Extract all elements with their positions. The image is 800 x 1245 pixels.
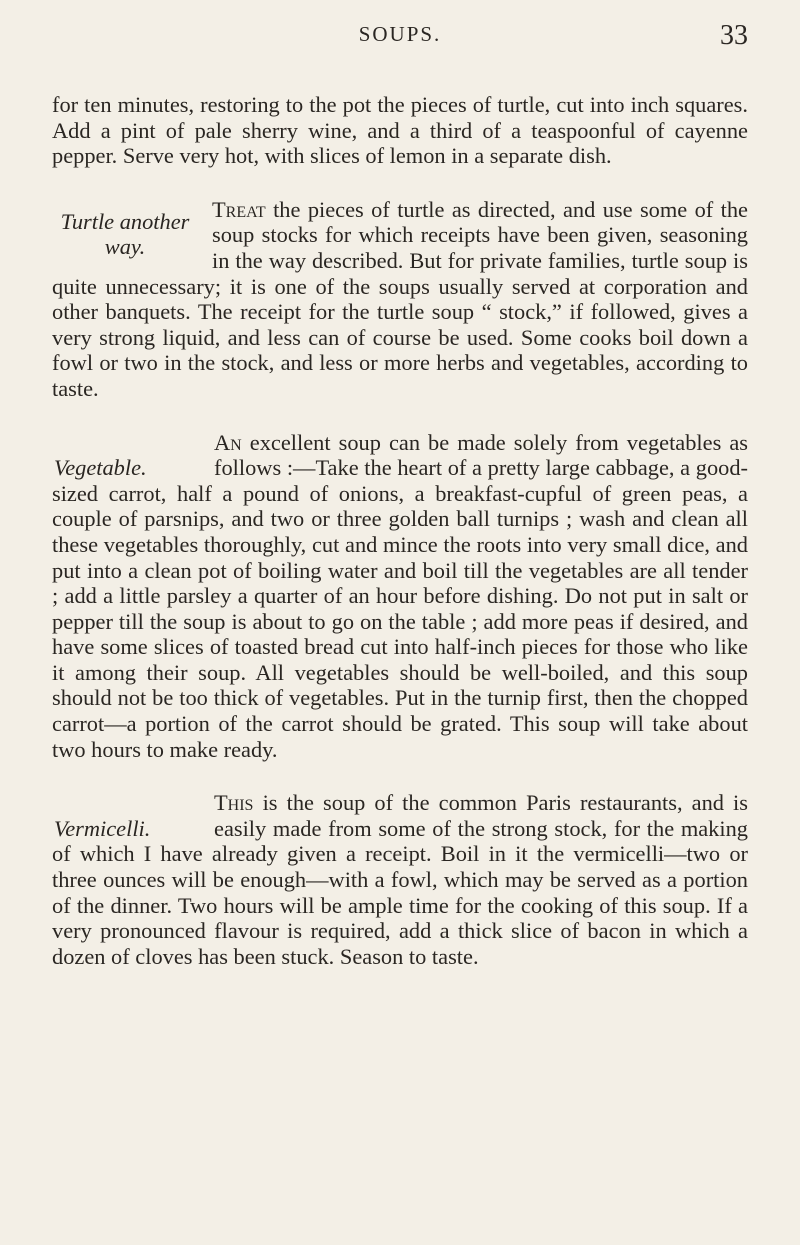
page-header [52, 22, 748, 62]
section-turtle-another-way [52, 197, 748, 402]
first-word: An [214, 429, 242, 455]
page-number: 33 [720, 20, 748, 51]
paragraph-body: the pieces of turtle as directed, and use some of the soup stocks for which receipts have been given, seasoning in the way described. But for private families, turtle soup is quite unnecessary; it is one of the soups usually served at corporation and other banquets. The receipt for the turtle soup “ stock,” if followed, gives a very strong liquid, and less can of course be used. Some cooks boil down a fowl or two in the stock, and less or more herbs and vegetables, according to taste. [52, 196, 748, 401]
side-note-vermicelli: Vermicelli. [54, 815, 151, 841]
side-note-turtle: Turtle another way. [60, 208, 190, 260]
running-title: SOUPS. [358, 22, 442, 46]
opening-paragraph: for ten minutes, restoring to the pot the pieces of turtle, cut into inch squares. Add a pint of pale sherry wine, and a third of a teaspoonful of cayenne pepper. Serve very hot, with slices of lemon in a separate dish. [52, 92, 748, 169]
body-text [52, 92, 748, 969]
side-note-vegetable: Vegetable. [54, 455, 147, 481]
paragraph-body: excellent soup can be made solely from vegetables as follows :—Take the heart of a pretty large cabbage, a good-sized carrot, half a pound of onions, a breakfast-cupful of green peas, a couple of parsnips, and two or three golden ball turnips ; wash and clean all these vegetables thoroughly, cut and mince the roots into very small dice, and put into a clean pot of boiling water and boil till the vegetables are all tender ; add a little parsley a quarter of an hour before dishing. Do not put in salt or pepper till the soup is about to go on the table ; add more peas if desired, and have some slices of toasted bread cut into half-inch pieces for those who like it among their soup. All vegetables should be well-boiled, and this soup should not be too thick of vegetables. Put in the turnip first, then the chopped carrot—a portion of the carrot should be grated. This soup will take about two hours to make ready. [52, 429, 748, 762]
section-vermicelli [52, 790, 748, 969]
first-word: Treat [212, 196, 266, 222]
section-vegetable [52, 430, 748, 763]
first-word: This [214, 790, 254, 816]
paragraph-body: is the soup of the common Paris restaurants, and is easily made from some of the strong stock, for the making of which I have already given a receipt. Boil in it the vermicelli—two or three ounces will be enough—with a fowl, which may be served as a portion of the dinner. Two hours will be ample time for the cooking of this soup. If a very pronounced flavour is required, add a thick slice of bacon in which a dozen of cloves has been stuck. Season to taste. [52, 790, 748, 969]
